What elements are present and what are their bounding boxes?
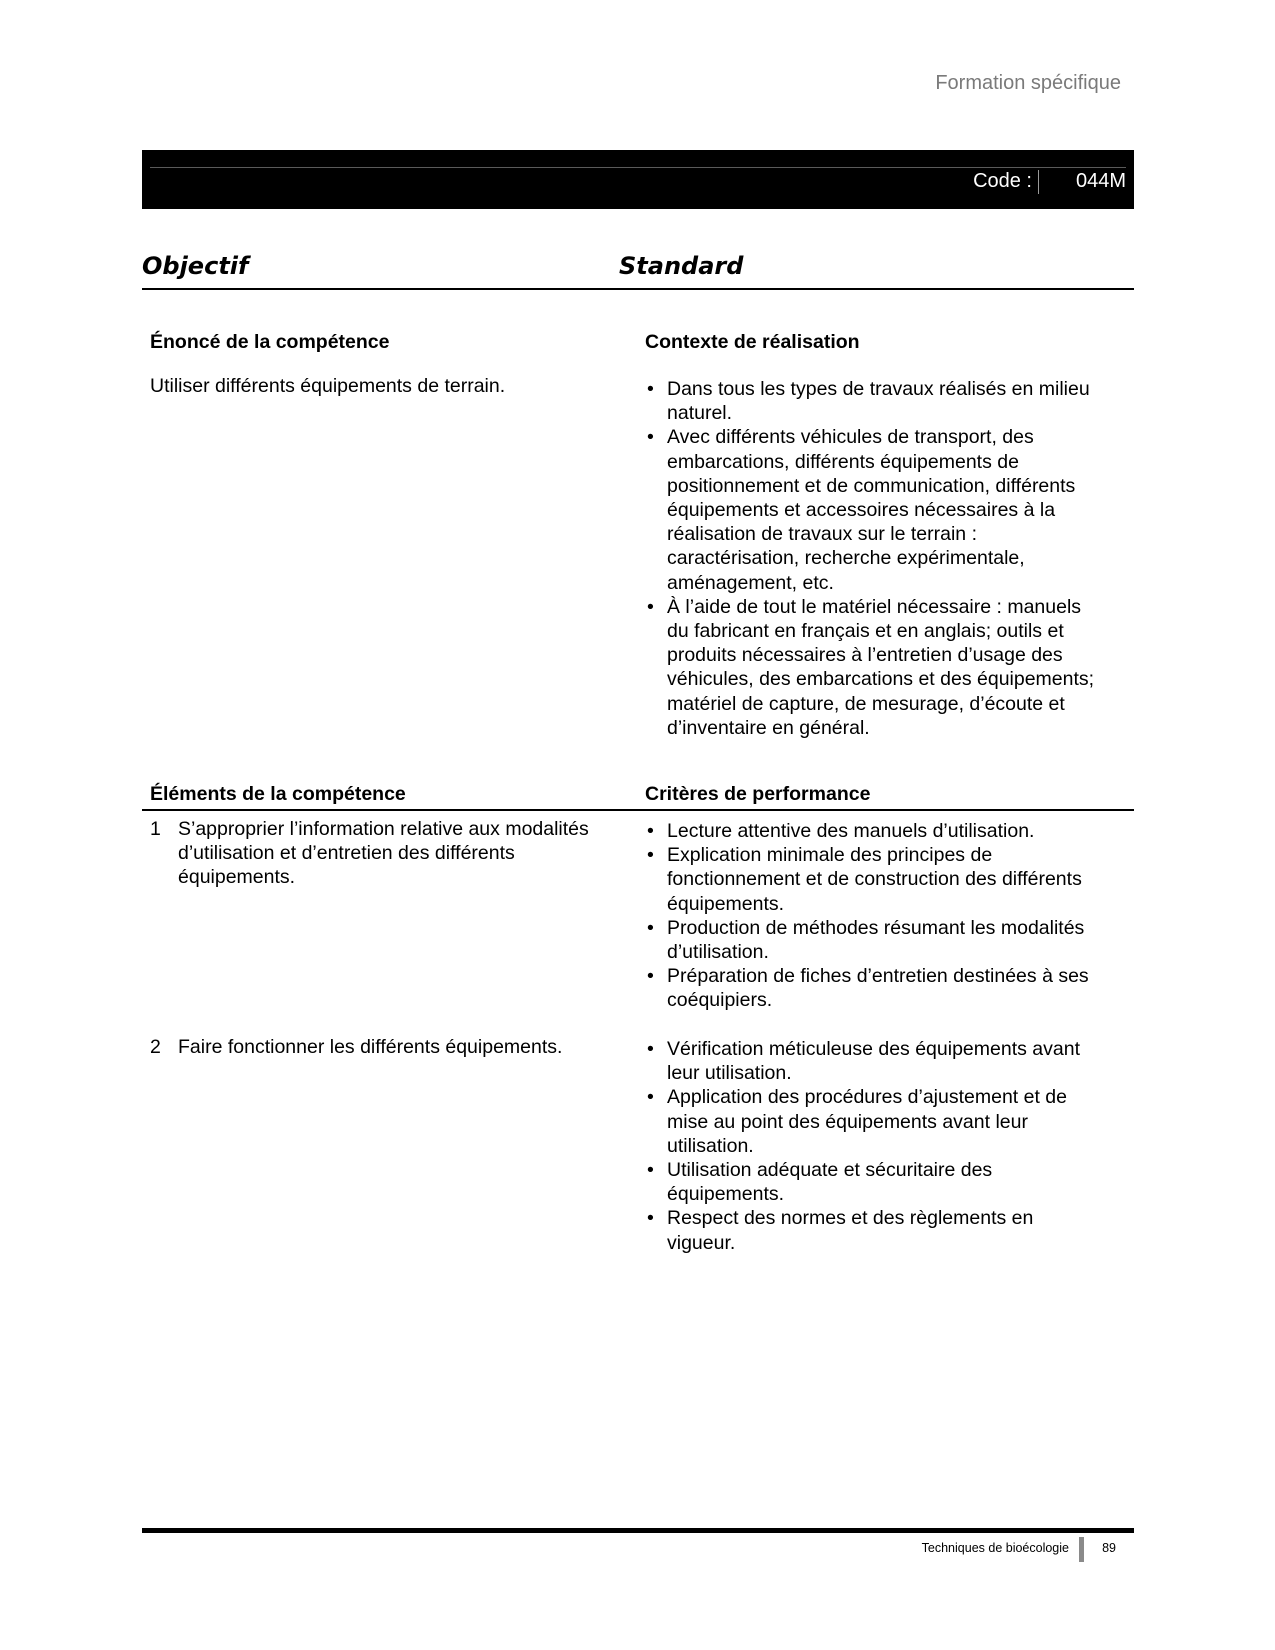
criteria-list	[645, 819, 1135, 1013]
bullet-line: caractérisation, recherche expérimentale,	[667, 547, 1025, 570]
bullet-item	[645, 595, 1135, 740]
code-bar-line	[150, 167, 1126, 168]
bullet-line: Vérification méticuleuse des équipements avant	[667, 1038, 1080, 1060]
bullet-item	[645, 377, 1135, 425]
bullet-line: Utilisation adéquate et sécuritaire des	[667, 1159, 993, 1182]
element-number: 2	[150, 1036, 161, 1058]
bullet-dot: •	[647, 916, 654, 939]
bullet-line: Application des procédures d’ajustement et de	[667, 1086, 1067, 1109]
criteres-heading: Critères de performance	[645, 783, 871, 805]
bullet-dot: •	[647, 426, 654, 449]
bullet-dot: •	[647, 1159, 654, 1182]
bullet-line: Explication minimale des principes de	[667, 844, 993, 867]
bullet-item	[645, 1158, 1135, 1206]
contexte-list	[645, 377, 1135, 740]
bullet-dot: •	[647, 965, 654, 988]
bullet-line: embarcations, différents équipements de	[667, 450, 1019, 473]
element-number: 1	[150, 818, 161, 840]
bullet-dot: •	[647, 1038, 654, 1060]
bullet-dot: •	[647, 595, 654, 618]
elements-rule	[142, 809, 1134, 811]
bullet-line: véhicules, des embarcations et des équipements;	[667, 668, 1095, 691]
column-headings	[142, 252, 1134, 290]
bullet-item	[645, 964, 1135, 1012]
bullet-line: du fabricant en français et en anglais; outils et	[667, 620, 1064, 643]
code-label: Code :	[973, 170, 1032, 192]
bullet-line: Avec différents véhicules de transport, des	[667, 426, 1034, 449]
bullet-line: produits nécessaires à l’entretien d’usage des	[667, 644, 1063, 667]
element-line: Faire fonctionner les différents équipements.	[178, 1036, 563, 1058]
bullet-line: matériel de capture, de mesurage, d’écoute et	[667, 692, 1065, 715]
element-line: S’approprier l’information relative aux modalités	[178, 818, 589, 840]
bullet-line: équipements.	[667, 892, 785, 915]
bullet-line: réalisation de travaux sur le terrain :	[667, 523, 977, 546]
column-heading-objectif: Objectif	[142, 252, 249, 280]
code-bar	[142, 150, 1134, 209]
bullet-line: Préparation de fiches d’entretien destinées à ses	[667, 965, 1089, 988]
bullet-line: positionnement et de communication, différents	[667, 474, 1076, 497]
footer-separator	[1079, 1537, 1084, 1562]
element-text	[178, 817, 638, 890]
bullet-line: vigueur.	[667, 1231, 736, 1254]
bullet-line: utilisation.	[667, 1134, 754, 1157]
element-line: d’utilisation et d’entretien des différents	[178, 842, 515, 865]
code-value: 044M	[1075, 170, 1126, 192]
bullet-line: équipements et accessoires nécessaires à la	[667, 499, 1056, 522]
bullet-item	[645, 1206, 1135, 1254]
bullet-line: mise au point des équipements avant leur	[667, 1110, 1028, 1133]
bullet-dot: •	[647, 378, 654, 400]
enonce-heading: Énoncé de la compétence	[150, 331, 390, 353]
bullet-dot: •	[647, 820, 654, 842]
bullet-line: Production de méthodes résumant les modalités	[667, 916, 1085, 939]
bullet-line: naturel.	[667, 402, 733, 425]
code-separator	[1038, 170, 1039, 194]
element-text	[178, 1035, 638, 1059]
enonce-text: Utiliser différents équipements de terrain.	[150, 375, 506, 397]
bullet-line: d’inventaire en général.	[667, 716, 870, 739]
bullet-item	[645, 1085, 1135, 1158]
bullet-line: À l’aide de tout le matériel nécessaire : manuels	[667, 595, 1082, 618]
footer-title: Techniques de bioécologie	[921, 1541, 1069, 1555]
elements-heading: Éléments de la compétence	[150, 783, 406, 805]
bullet-item	[645, 1037, 1135, 1085]
bullet-line: fonctionnement et de construction des différents	[667, 868, 1082, 891]
footer-rule	[142, 1528, 1134, 1533]
bullet-line: leur utilisation.	[667, 1062, 792, 1085]
bullet-dot: •	[647, 844, 654, 867]
running-head: Formation spécifique	[935, 72, 1121, 94]
criteria-list	[645, 1037, 1135, 1255]
bullet-item	[645, 916, 1135, 964]
bullet-line: coéquipiers.	[667, 989, 773, 1012]
bullet-line: d’utilisation.	[667, 941, 769, 964]
bullet-line: Dans tous les types de travaux réalisés en milieu	[667, 378, 1090, 400]
page-number: 89	[1102, 1541, 1116, 1555]
contexte-heading: Contexte de réalisation	[645, 331, 860, 353]
bullet-item	[645, 843, 1135, 916]
bullet-item	[645, 819, 1135, 843]
bullet-line: Respect des normes et des règlements en	[667, 1207, 1034, 1230]
bullet-dot: •	[647, 1086, 654, 1109]
bullet-dot: •	[647, 1207, 654, 1230]
bullet-line: aménagement, etc.	[667, 571, 834, 594]
bullet-line: Lecture attentive des manuels d’utilisation.	[667, 820, 1035, 842]
bullet-line: équipements.	[667, 1183, 785, 1206]
column-heading-standard: Standard	[619, 252, 744, 280]
element-line: équipements.	[178, 866, 296, 889]
bullet-item	[645, 425, 1135, 594]
